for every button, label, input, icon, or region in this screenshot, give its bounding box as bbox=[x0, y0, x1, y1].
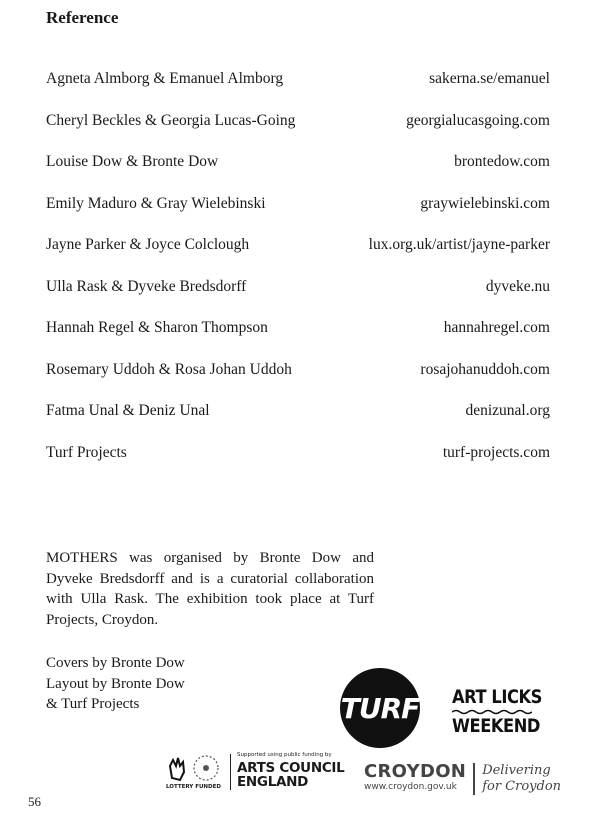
reference-url: sakerna.se/emanuel bbox=[429, 70, 550, 87]
lottery-funded-mark bbox=[166, 752, 224, 796]
reference-url: dyveke.nu bbox=[485, 277, 550, 295]
reference-url: brontedow.com bbox=[454, 153, 550, 170]
about-text: MOTHERS was organised by Bronte Dow and Dyveke Bredsdorff and is a curatorial collaboration with Ulla Rask. The exhibition took place at Turf Projects, Croydon. bbox=[46, 550, 374, 628]
reference-row bbox=[46, 444, 550, 486]
reference-url: georgialucasgoing.com bbox=[406, 111, 550, 129]
reference-row bbox=[46, 112, 550, 154]
reference-url: denizunal.org bbox=[465, 402, 550, 419]
croydon-divider bbox=[473, 763, 475, 795]
tagline-line1: Delivering bbox=[482, 763, 551, 778]
reference-names: Fatma Unal & Deniz Unal bbox=[46, 402, 210, 419]
supported-text: Supported using public funding by bbox=[237, 752, 332, 758]
reference-url: rosajohanuddoh.com bbox=[420, 360, 550, 378]
croydon-logo bbox=[364, 763, 561, 795]
reference-names: Ulla Rask & Dyveke Bredsdorff bbox=[46, 277, 247, 295]
tagline-line2: for Croydon bbox=[482, 779, 562, 794]
reference-names: Jayne Parker & Joyce Colclough bbox=[46, 236, 250, 253]
reference-names: Turf Projects bbox=[46, 443, 127, 461]
reference-names: Emily Maduro & Gray Wielebinski bbox=[46, 194, 266, 212]
reference-row bbox=[46, 278, 550, 320]
reference-row bbox=[46, 70, 550, 112]
croydon-wordmark bbox=[364, 763, 466, 793]
reference-row bbox=[46, 319, 550, 361]
page-number: 56 bbox=[28, 794, 41, 809]
reference-url: turf-projects.com bbox=[442, 443, 550, 461]
page-heading: Reference bbox=[46, 8, 119, 27]
wavy-line-icon bbox=[452, 709, 532, 715]
reference-names: Hannah Regel & Sharon Thompson bbox=[46, 319, 268, 336]
reference-names: Cheryl Beckles & Georgia Lucas-Going bbox=[46, 111, 296, 129]
croydon-name: CROYDON bbox=[364, 761, 467, 782]
art-licks-weekend-logo bbox=[452, 687, 542, 737]
croydon-tagline bbox=[482, 763, 561, 795]
reference-row bbox=[46, 361, 550, 403]
logo-divider bbox=[230, 754, 231, 790]
reference-url: lux.org.uk/artist/jayne-parker bbox=[368, 236, 550, 253]
credits bbox=[46, 653, 185, 715]
reference-row bbox=[46, 236, 550, 278]
england-name: ENGLAND bbox=[237, 774, 309, 790]
arts-council-logo bbox=[166, 752, 344, 796]
arts-council-name: ARTS COUNCIL bbox=[237, 760, 345, 776]
reference-row bbox=[46, 402, 550, 444]
layout-credit: Layout by Bronte Dow bbox=[46, 675, 185, 692]
turf-logo bbox=[340, 668, 420, 748]
reference-url: graywielebinski.com bbox=[420, 194, 550, 212]
weekend-text: WEEKEND bbox=[452, 716, 540, 737]
reference-url: hannahregel.com bbox=[443, 319, 550, 336]
croydon-website: www.croydon.gov.uk bbox=[364, 782, 457, 792]
reference-names: Louise Dow & Bronte Dow bbox=[46, 153, 219, 170]
layout-credit-continued: & Turf Projects bbox=[46, 696, 140, 712]
reference-row bbox=[46, 153, 550, 195]
covers-credit: Covers by Bronte Dow bbox=[46, 655, 185, 671]
art-licks-text: ART LICKS bbox=[452, 687, 542, 708]
reference-list bbox=[46, 70, 550, 485]
reference-names: Rosemary Uddoh & Rosa Johan Uddoh bbox=[46, 360, 292, 378]
arts-council-text bbox=[237, 752, 344, 789]
reference-names: Agneta Almborg & Emanuel Almborg bbox=[46, 70, 284, 87]
lottery-funded-text: LOTTERY FUNDED bbox=[166, 784, 221, 790]
reference-row bbox=[46, 195, 550, 237]
lottery-hand-icon bbox=[166, 752, 224, 784]
turf-logo-text: TURF bbox=[340, 691, 420, 725]
about-paragraph bbox=[46, 548, 374, 630]
